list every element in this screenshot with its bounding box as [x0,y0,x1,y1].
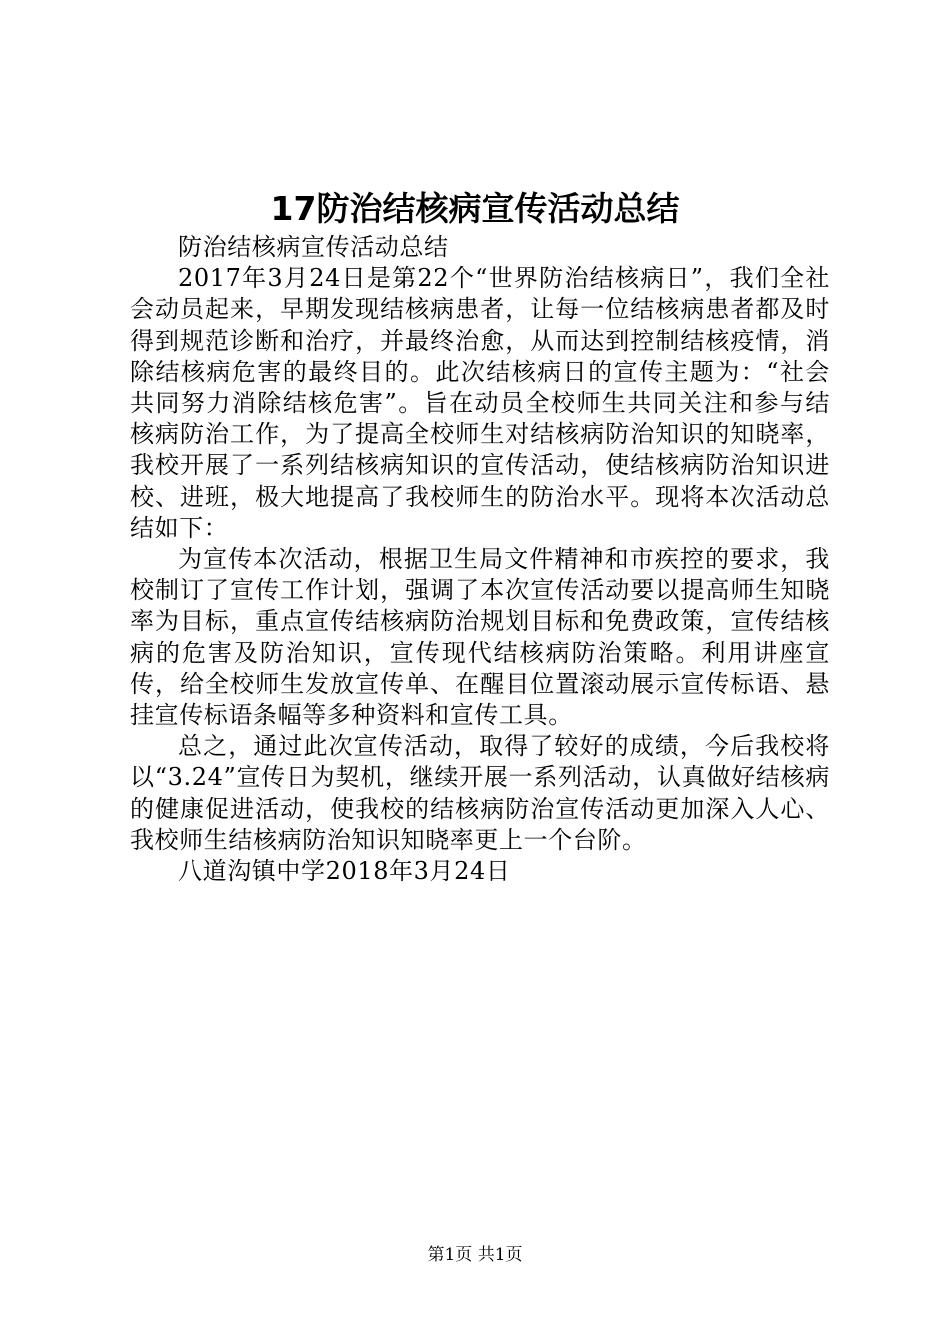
page-footer: 第1页 共1页 [427,1245,523,1265]
intro-paragraph: 2017年3月24日是第22个“世界防治结核病日”，我们全社会动员起来，早期发现结核病患者，让每一位结核病患者都及时得到规范诊断和治疗，并最终治愈，从而达到控制结核疫情，消除结核病危害的最终目的。此次结核病日的宣传主题为：“社会共同努力消除结核危害”。旨在动员全校师生共同关注和参与结核病防治工作，为了提高全校师生对结核病防治知识的知晓率，我校开展了一系列结核病知识的宣传活动，使结核病防治知识进校、进班，极大地提高了我校师生的防治水平。现将本次活动总结如下： [130,264,830,542]
conclusion-paragraph: 总之，通过此次宣传活动，取得了较好的成绩，今后我校将以“3.24”宣传日为契机，继续开展一系列活动，认真做好结核病的健康促进活动，使我校的结核病防治宣传活动更加深入人心、我校师生结核病防治知识知晓率更上一个台阶。 [130,732,830,854]
document-title: 17防治结核病宣传活动总结 [270,189,680,228]
activity-paragraph: 为宣传本次活动，根据卫生局文件精神和市疾控的要求，我校制订了宣传工作计划，强调了本次宣传活动要以提高师生知晓率为目标，重点宣传结核病防治规划目标和免费政策，宣传结核病的危害及防治知识，宣传现代结核病防治策略。利用讲座宣传，给全校师生发放宣传单、在醒目位置滚动展示宣传标语、悬挂宣传标语条幅等多种资料和宣传工具。 [130,545,830,730]
signature-paragraph: 八道沟镇中学2018年3月24日 [178,857,511,886]
subtitle-paragraph: 防治结核病宣传活动总结 [178,233,449,261]
document-body [130,232,830,887]
